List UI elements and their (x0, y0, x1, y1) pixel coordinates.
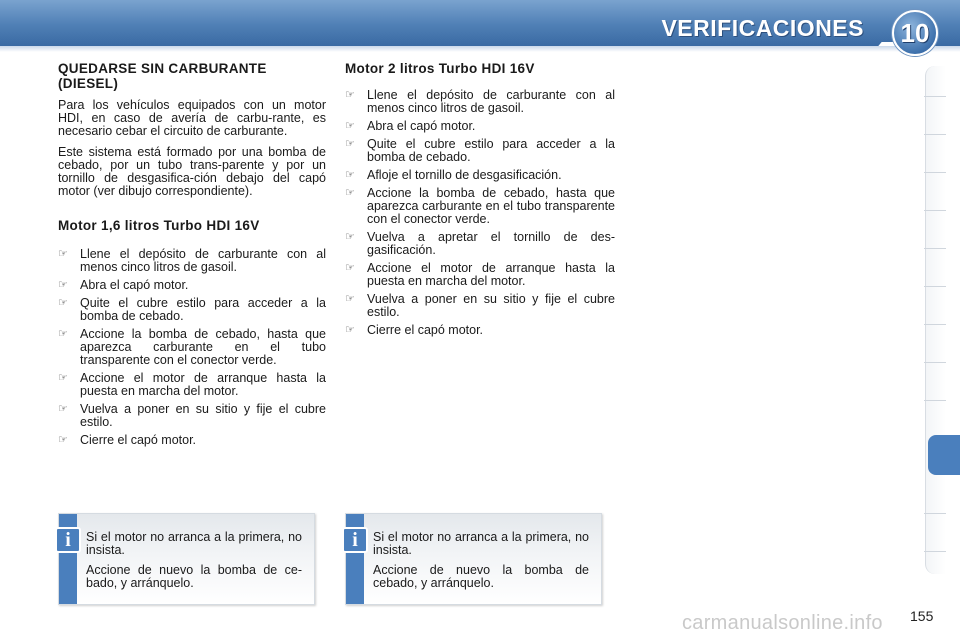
chapter-tab-rail (925, 66, 946, 574)
info-icon: i (342, 527, 368, 553)
step-item: ☞ Vuelva a poner en su sitio y fije el cubre estilo. (58, 402, 326, 429)
left-column (58, 61, 326, 452)
tab-divider (924, 134, 946, 135)
info-line: Si el motor no arranca a la primera, no insista. (373, 530, 589, 557)
engine-2-0-steps (345, 89, 615, 337)
pointing-hand-icon: ☞ (345, 169, 355, 181)
info-box (58, 513, 315, 605)
intro-paragraph: Para los vehículos equipados con un motor HDI, en caso de avería de carbu-rante, es necesario cebar el circuito de carburante. (58, 98, 326, 138)
pointing-hand-icon: ☞ (345, 293, 355, 305)
pointing-hand-icon: ☞ (58, 248, 68, 260)
pointing-hand-icon: ☞ (345, 231, 355, 243)
pointing-hand-icon: ☞ (345, 138, 355, 150)
pointing-hand-icon: ☞ (345, 187, 355, 199)
step-item: ☞ Vuelva a apretar el tornillo de des-gasificación. (345, 230, 615, 257)
page-number: 155 (910, 608, 934, 624)
engine-2-0-heading: Motor 2 litros Turbo HDI 16V (345, 61, 535, 76)
tab-divider (924, 248, 946, 249)
tab-divider (924, 324, 946, 325)
info-text (373, 531, 589, 597)
right-column (345, 61, 615, 342)
step-item: ☞ Quite el cubre estilo para acceder a la bomba de cebado. (345, 137, 615, 164)
step-item: ☞ Quite el cubre estilo para acceder a la bomba de cebado. (58, 296, 326, 323)
step-item: ☞ Llene el depósito de carburante con al menos cinco litros de gasoil. (58, 247, 326, 274)
pointing-hand-icon: ☞ (345, 120, 355, 132)
step-item: ☞ Accione el motor de arranque hasta la puesta en marcha del motor. (58, 371, 326, 398)
step-item: ☞ Vuelva a poner en su sitio y fije el cubre estilo. (345, 292, 615, 319)
step-item: ☞ Cierre el capó motor. (58, 433, 197, 447)
info-text (86, 531, 302, 597)
section-heading: QUEDARSE SIN CARBURANTE (DIESEL) (58, 61, 267, 91)
pointing-hand-icon: ☞ (58, 328, 68, 340)
info-line: Accione de nuevo la bomba de cebado, y arránquelo. (373, 563, 589, 590)
chapter-tab-active[interactable] (928, 435, 960, 475)
tab-divider (924, 400, 946, 401)
pointing-hand-icon: ☞ (58, 279, 68, 291)
tab-divider (924, 551, 946, 552)
info-icon: i (55, 527, 81, 553)
pointing-hand-icon: ☞ (58, 403, 68, 415)
pointing-hand-icon: ☞ (58, 297, 68, 309)
engine-1-6-heading: Motor 1,6 litros Turbo HDI 16V (58, 218, 260, 233)
tab-divider (924, 210, 946, 211)
pointing-hand-icon: ☞ (58, 372, 68, 384)
tab-divider (924, 362, 946, 363)
step-item: ☞ Abra el capó motor. (345, 119, 476, 133)
watermark: carmanualsonline.info (682, 612, 883, 634)
step-item: ☞ Abra el capó motor. (58, 278, 189, 292)
pointing-hand-icon: ☞ (345, 262, 355, 274)
header-band-fade (0, 46, 960, 52)
tab-divider (924, 96, 946, 97)
section-title: VERIFICACIONES (661, 15, 864, 41)
step-item: ☞ Afloje el tornillo de desgasificación. (345, 168, 562, 182)
info-box (345, 513, 602, 605)
system-paragraph: Este sistema está formado por una bomba de cebado, por un tubo trans-parente y por un tornillo de desgasifica-ción debajo del capó motor (ver dibujo correspondiente). (58, 145, 326, 198)
pointing-hand-icon: ☞ (345, 324, 355, 336)
chapter-badge: 10 (892, 10, 938, 56)
tab-divider (924, 286, 946, 287)
info-line: Accione de nuevo la bomba de ce-bado, y arránquelo. (86, 563, 302, 590)
tab-divider (924, 172, 946, 173)
step-item: ☞ Cierre el capó motor. (345, 323, 484, 337)
engine-1-6-steps (58, 248, 326, 447)
info-line: Si el motor no arranca a la primera, no insista. (86, 530, 302, 557)
step-item: ☞ Accione el motor de arranque hasta la puesta en marcha del motor. (345, 261, 615, 288)
step-item: ☞ Accione la bomba de cebado, hasta que aparezca carburante en el tubo transparente con el conector verde. (58, 327, 326, 367)
step-item: ☞ Llene el depósito de carburante con al menos cinco litros de gasoil. (345, 88, 615, 115)
pointing-hand-icon: ☞ (345, 89, 355, 101)
pointing-hand-icon: ☞ (58, 434, 68, 446)
step-item: ☞ Accione la bomba de cebado, hasta que aparezca carburante en el tubo transparente con el conector verde. (345, 186, 615, 226)
tab-divider (924, 513, 946, 514)
